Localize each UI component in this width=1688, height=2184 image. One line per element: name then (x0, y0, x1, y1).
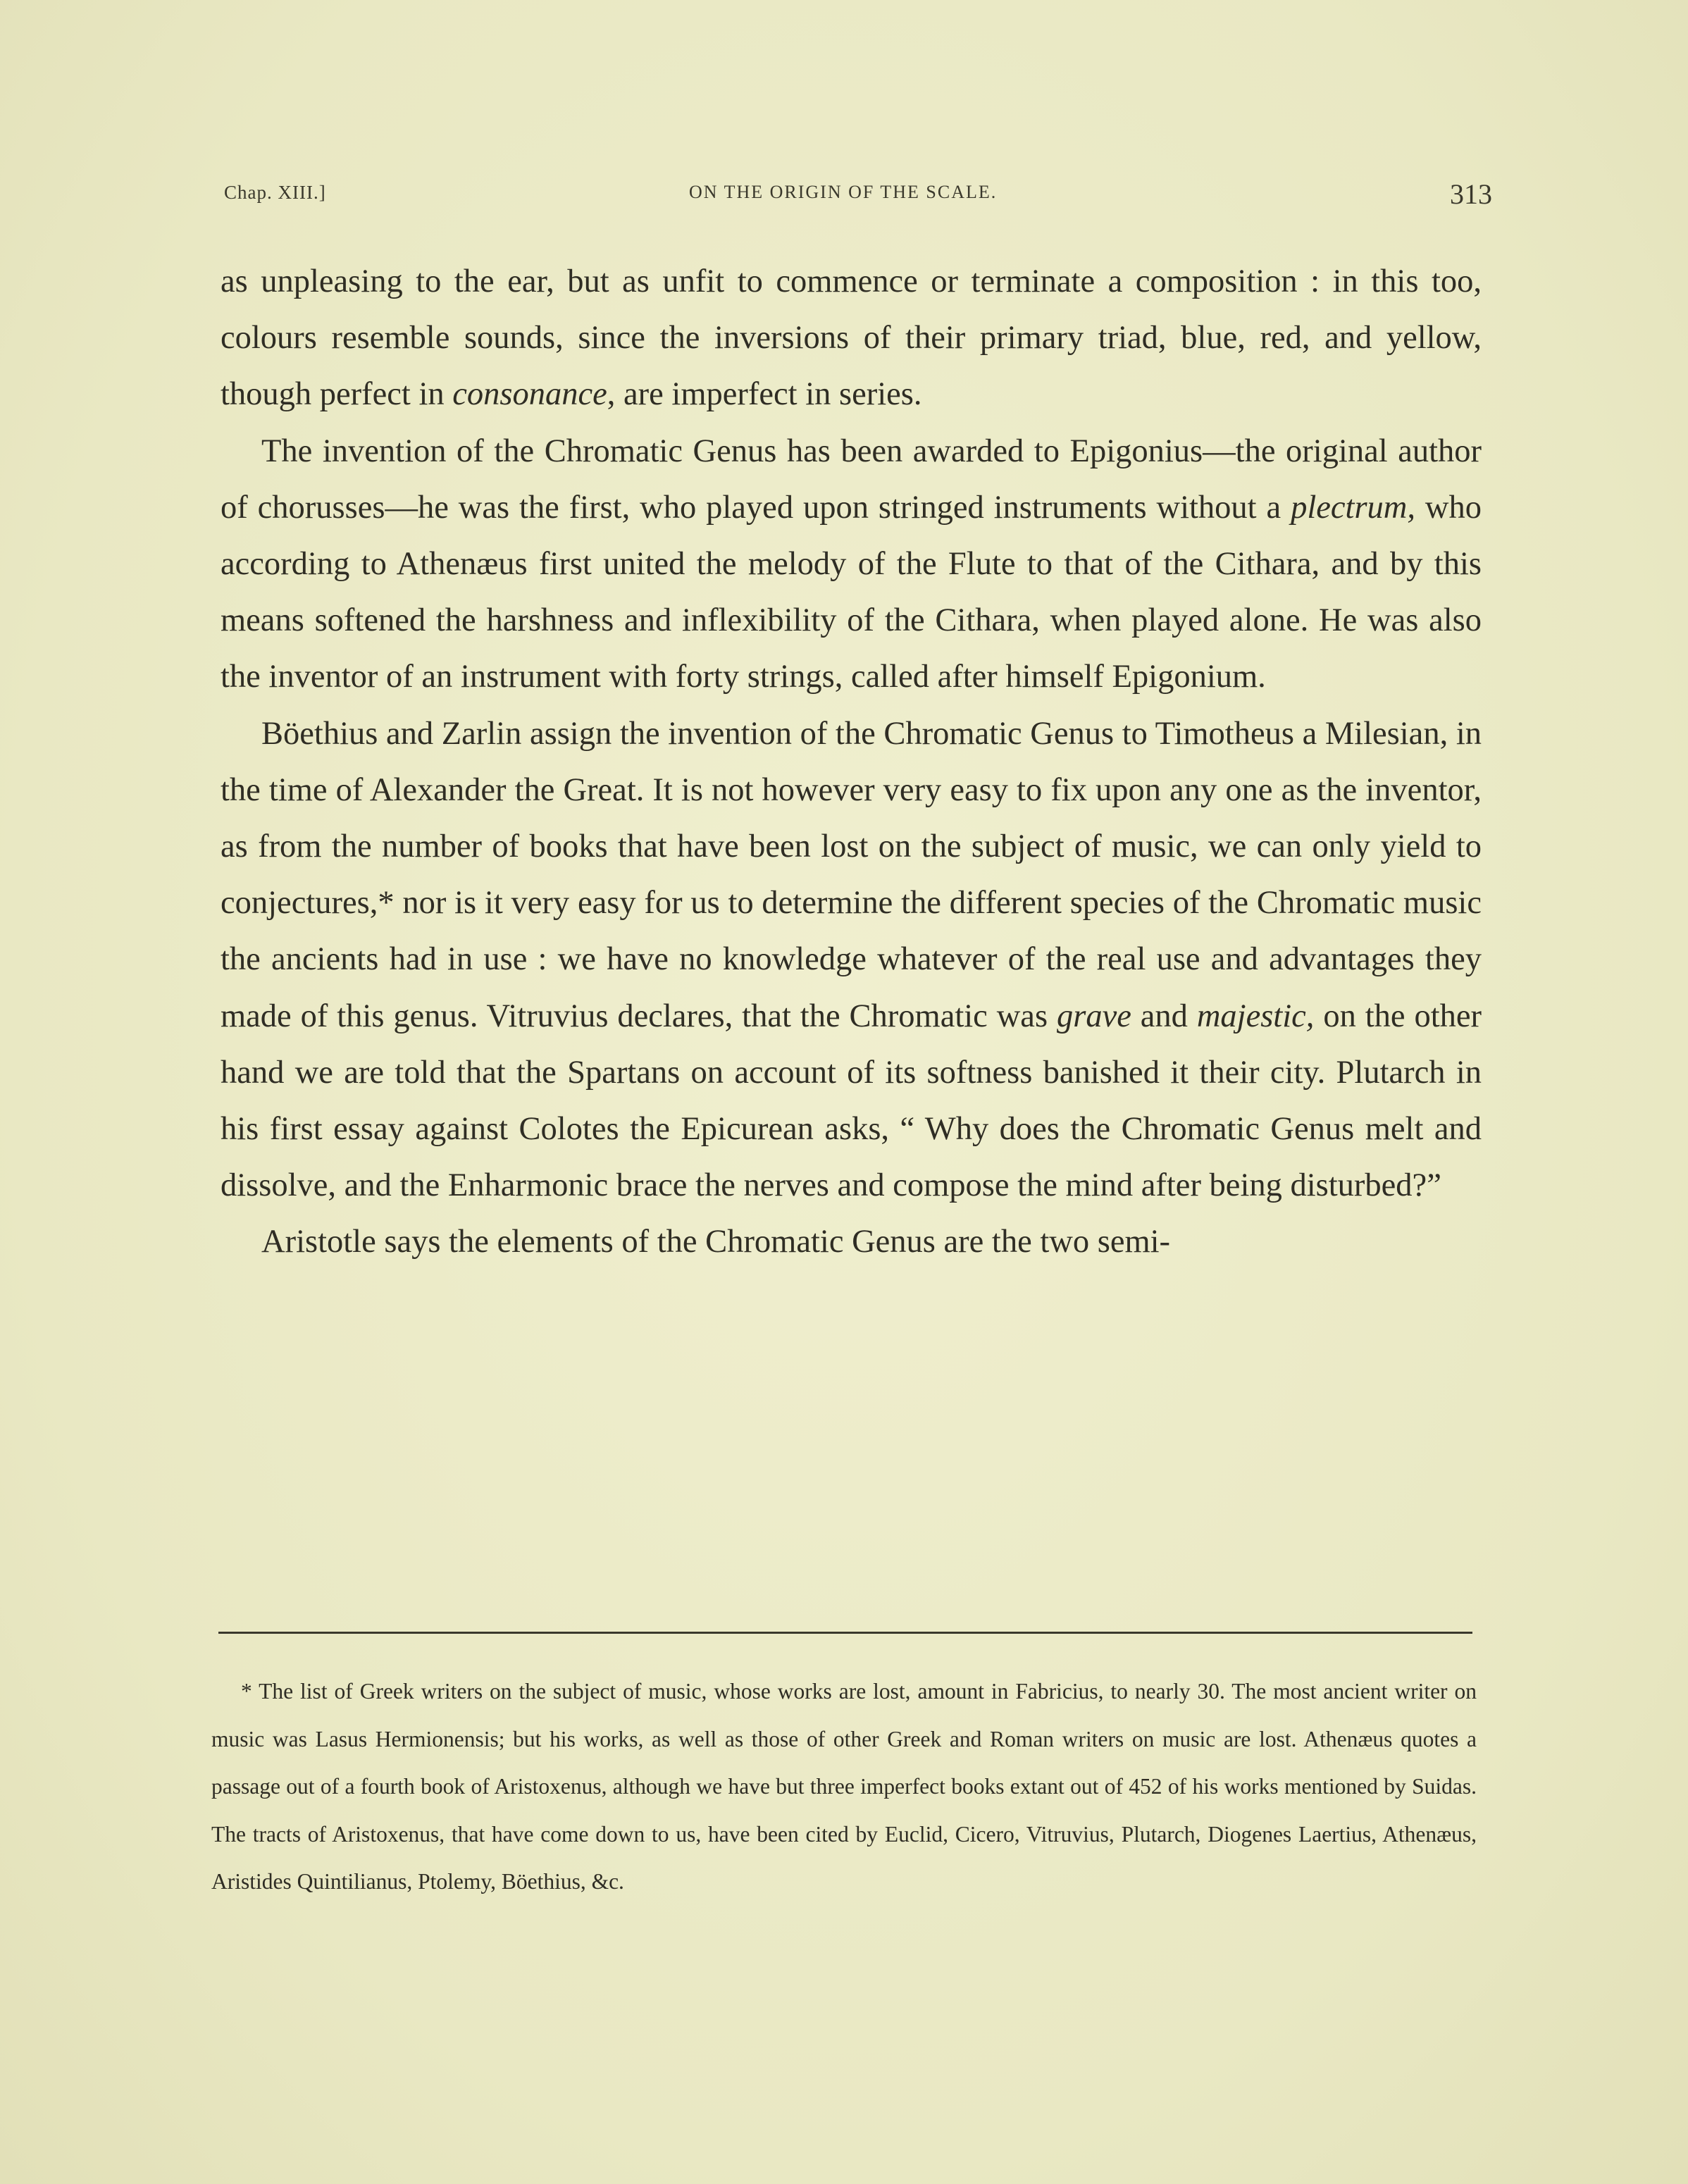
paragraph-2 (221, 423, 1482, 706)
paragraph-2-text-a: The invention of the Chromatic Genus has been awarded to Epigonius—the original author of chorusses—he was the first, who played upon stringed instruments without a (221, 433, 1482, 526)
paragraph-3-italic-majestic: majestic, (1196, 998, 1315, 1034)
paragraph-4-text: Aristotle says the elements of the Chromatic Genus are the two semi- (261, 1224, 1171, 1260)
paragraph-4 (221, 1214, 1482, 1270)
paragraph-3-italic-grave: grave (1056, 998, 1131, 1034)
paragraph-1 (221, 254, 1482, 423)
footnote (211, 1668, 1477, 1906)
page-number: 313 (1450, 178, 1492, 210)
paragraph-2-italic-plectrum: plectrum, (1291, 489, 1415, 526)
paragraph-3-text-c: on the other hand we are told that the Spartans on account of its softness banished it their city. Plutarch in his first essay against Colotes the Epicurean asks, “ Why does the Chromatic Genus melt and dissolve, and the Enharmonic brace the nerves and compose the mind after being disturbed?” (221, 998, 1482, 1204)
body-text (221, 254, 1482, 1271)
paragraph-2-text-b: who according to Athenæus first united the melody of the Flute to that of the Cithara, and by this means softened the harshness and inflexibility of the Cithara, when played alone. He was also the inventor of an instrument with forty strings, called after himself Epigonium. (221, 489, 1482, 695)
paragraph-1-text-b: , are imperfect in series. (607, 376, 922, 413)
footnote-divider (218, 1632, 1472, 1634)
paragraph-1-italic-consonance: consonance (452, 376, 607, 413)
paragraph-3-text-b: and (1131, 998, 1197, 1034)
running-title: ON THE ORIGIN OF THE SCALE. (689, 182, 998, 202)
paragraph-3-text-a: Böethius and Zarlin assign the invention of the Chromatic Genus to Timotheus a Milesian, in the time of Alexander the Great. It is not however very easy to fix upon any one as the inventor, as from the number of books that have been lost on the subject of music, we can only yield to conjectures,* nor is it very easy for us to determine the different species of the Chromatic music the ancients had in use : we have no knowledge whatever of the real use and advantages they made of this genus. Vitruvius declares, that the Chromatic was (221, 715, 1482, 1034)
paragraph-3 (221, 706, 1482, 1215)
chapter-label: Chap. XIII.] (224, 182, 326, 203)
footnote-text: * The list of Greek writers on the subject of music, whose works are lost, amount in Fabricius, to nearly 30. The most ancient writer on music was Lasus Hermionensis; but his works, as well as those of other Greek and Roman writers on music are lost. Athenæus quotes a passage out of a fourth book of Aristoxenus, although we have but three imperfect books extant out of 452 of his works mentioned by Suidas. The tracts of Aristoxenus, that have come down to us, have been cited by Euclid, Cicero, Vitruvius, Plutarch, Diogenes Laertius, Athenæus, Aristides Quintilianus, Ptolemy, Böethius, &c. (211, 1679, 1477, 1894)
running-header (224, 178, 1492, 213)
paragraph-1-text-a: as unpleasing to the ear, but as unfit to commence or terminate a composition : in this too, colours resemble sounds, since the inversions of their primary triad, blue, red, and yellow, though perfect in (221, 263, 1482, 413)
